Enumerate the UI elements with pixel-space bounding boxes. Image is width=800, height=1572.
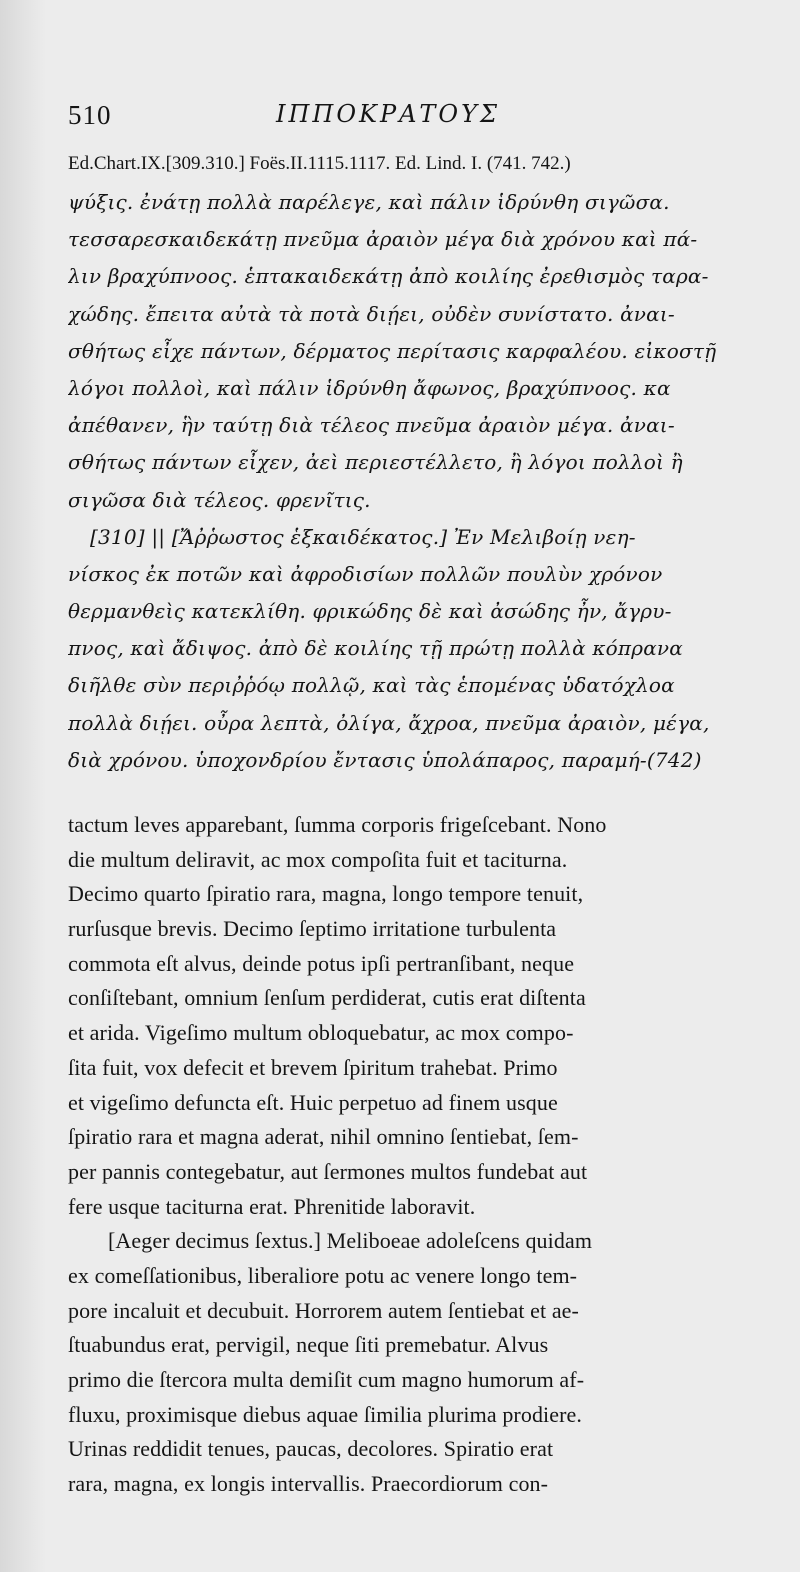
latin-line: per pannis contegebatur, aut ſermones multos fundebat aut (68, 1158, 588, 1184)
latin-line: rara, magna, ex longis intervallis. Praecordiorum con- (68, 1471, 549, 1497)
page-gutter-shadow (0, 0, 46, 1572)
greek-line: διὰ χρόνου. ὑποχονδρίου ἔντασις ὑπολάπαρος, παραμή-(742) (68, 747, 702, 772)
latin-line: die multum deliravit, ac mox compoſita fuit et taciturna. (68, 846, 568, 872)
page-header (68, 100, 758, 140)
latin-line: et arida. Vigeſimo multum obloquebatur, ac mox compo- (68, 1020, 574, 1046)
latin-line: conſiſtebant, omnium ſenſum perdiderat, cutis erat diſtenta (68, 985, 586, 1011)
greek-line: νίσκος ἐκ ποτῶν καὶ ἀφροδισίων πολλῶν πουλὺν χρόνον (68, 561, 663, 586)
greek-line: λιν βραχύπνοος. ἑπτακαιδεκάτῃ ἀπὸ κοιλίης ἐρεθισμὸς ταρα- (68, 264, 709, 289)
latin-line: ſita fuit, vox defecit et brevem ſpiritum trahebat. Primo (68, 1054, 558, 1080)
latin-line: fluxu, proximisque diebus aquae ſimilia plurima prodiere. (68, 1401, 583, 1427)
latin-line: primo die ſtercora multa demiſit cum magno humorum af- (68, 1367, 585, 1392)
greek-case-heading-line: [310] || [Ἄῤῥωστος ἑξκαιδέκατος.] Ἐν Μελιβοίῃ νεη- (90, 524, 636, 549)
latin-line: ſtuabundus erat, pervigil, neque ſiti premebatur. Alvus (68, 1332, 549, 1358)
latin-line: commota eſt alvus, deinde potus ipſi pertranſibant, neque (68, 950, 575, 976)
latin-line: tactum leves apparebant, ſumma corporis frigeſcebant. Nono (68, 812, 607, 837)
latin-line: Urinas reddidit tenues, paucas, decolores. Spiratio erat (68, 1436, 554, 1462)
greek-text-block (68, 184, 784, 779)
greek-line: σιγῶσα διὰ τέλεος. φρενῖτις. (68, 487, 371, 512)
latin-line: ex comeſſationibus, liberaliore potu ac venere longo tem- (68, 1262, 578, 1288)
greek-line: σθήτως εἶχε πάντων, δέρματος περίτασις καρφαλέου. εἰκοστῇ (68, 338, 717, 363)
greek-line: πολλὰ διῄει. οὖρα λεπτὰ, ὀλίγα, ἄχροα, πνεῦμα ἀραιὸν, μέγα, (68, 710, 710, 735)
latin-line: et vigeſimo defuncta eſt. Huic perpetuo ad finem usque (68, 1089, 558, 1115)
page-number: 510 (68, 100, 112, 130)
latin-line: rurſusque brevis. Decimo ſeptimo irritatione turbulenta (68, 916, 557, 942)
latin-line: pore incaluit et decubuit. Horrorem autem ſentiebat et ae- (68, 1297, 579, 1323)
edition-references: Ed.Chart.IX.[309.310.] Foës.II.1115.1117. Ed. Lind. I. (741. 742.) (68, 153, 571, 174)
latin-case-heading-line: [Aeger decimus ſextus.] Meliboeae adoleſcens quidam (108, 1228, 593, 1254)
greek-line: διῆλθε σὺν περιῤῥόῳ πολλῷ, καὶ τὰς ἑπομένας ὑδατόχλοα (68, 673, 675, 698)
greek-line: ἀπέθανεν, ἣν ταύτῃ διὰ τέλεος πνεῦμα ἀραιὸν μέγα. ἀναι- (68, 413, 675, 438)
latin-line: fere usque taciturna erat. Phrenitide laboravit. (68, 1193, 476, 1219)
latin-line: Decimo quarto ſpiratio rara, magna, longo tempore tenuit, (68, 881, 584, 907)
greek-line: θερμανθεὶς κατεκλίθη. φρικώδης δὲ καὶ ἀσώδης ἦν, ἄγρυ- (68, 599, 672, 624)
greek-line: λόγοι πολλοὶ, καὶ πάλιν ἱδρύνθη ἄφωνος, βραχύπνοος. κα (68, 375, 671, 400)
running-title: ΙΠΠΟΚΡΑΤΟΥΣ (276, 100, 500, 128)
greek-line: χώδης. ἔπειτα αὐτὰ τὰ ποτὰ διῄει, οὐδὲν συνίστατο. ἀναι- (68, 301, 675, 326)
greek-line: σθήτως πάντων εἶχεν, ἀεὶ περιεστέλλετο, ἢ λόγοι πολλοὶ ἢ (68, 450, 683, 475)
greek-line: ψύξις. ἐνάτῃ πολλὰ παρέλεγε, καὶ πάλιν ἱδρύνθη σιγῶσα. (68, 190, 670, 214)
greek-line: πνος, καὶ ἄδιψος. ἀπὸ δὲ κοιλίης τῇ πρώτῃ πολλὰ κόπρανα (68, 636, 683, 661)
latin-line: ſpiratio rara et magna aderat, nihil omnino ſentiebat, ſem- (68, 1124, 579, 1150)
latin-translation-block (68, 808, 784, 1502)
greek-line: τεσσαρεσκαιδεκάτῃ πνεῦμα ἀραιὸν μέγα διὰ χρόνου καὶ πά- (68, 227, 698, 252)
